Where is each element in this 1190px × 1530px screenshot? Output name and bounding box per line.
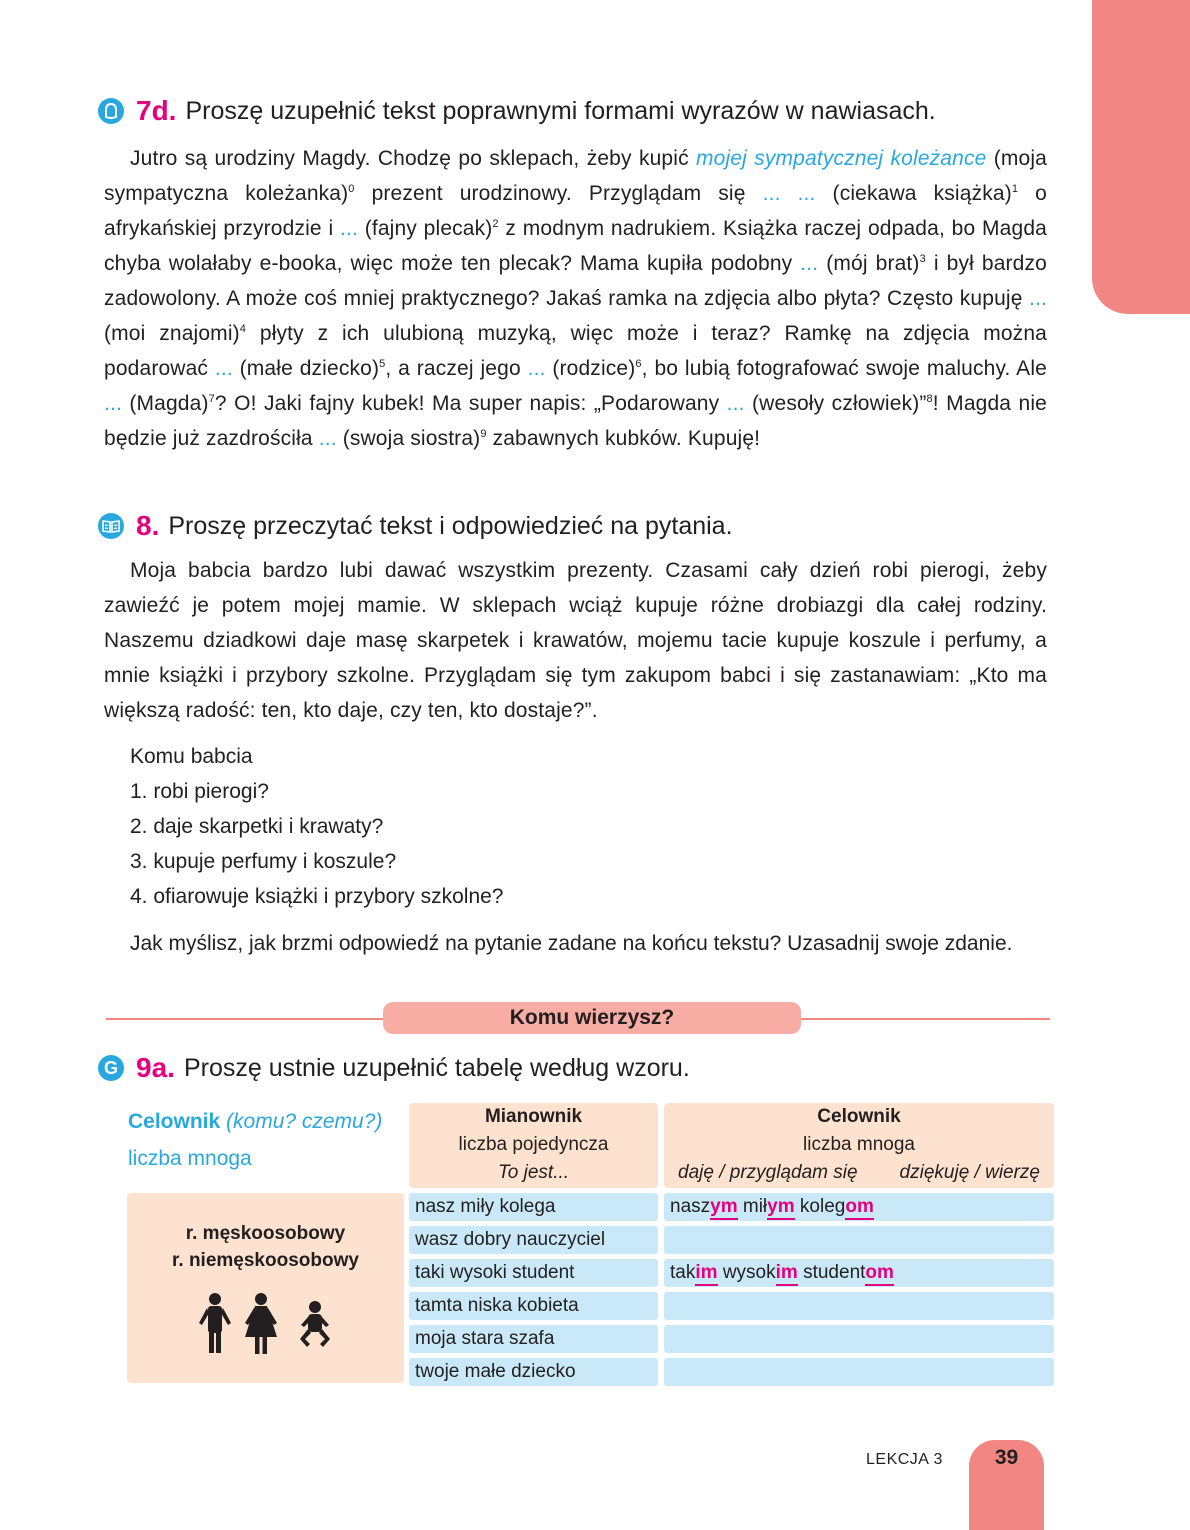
header-celownik: Celownik liczba mnoga daję / przyglądam się dziękuję / wierzę xyxy=(664,1103,1054,1188)
table-row-answer[interactable] xyxy=(664,1292,1054,1320)
table-row-answer[interactable] xyxy=(664,1226,1054,1254)
table-row-nominative: wasz dobry nauczyciel xyxy=(409,1226,658,1254)
exercise-7d-header xyxy=(98,95,936,127)
question-item: 3. kupuje perfumy i koszule? xyxy=(130,850,397,873)
gap: ... ... xyxy=(762,182,816,205)
exercise-7d-text: Jutro są urodziny Magdy. Chodzę po sklepach, żeby kupić mojej sympatycznej koleżance (moja sympatyczna koleżanka)$^0$ prezent urodzinowy. Przyglądam się ... ... (ciekawa książka)$^1$ o afrykańskiej przyrodzie i ... (fajny plecak)$^2$ z modnym nadrukiem. Książka raczej odpada, bo Magda chyba wolałaby e-booka, więc może ten plecak? Mama kupiła podobny ... (mój brat)$^3$ i był bardzo zadowolony. A może coś mniej praktycznego? Jakaś ramka na zdjęcia albo płyta? Często kupuję ... (moi znajomi)$^4$ płyty z ich ulubioną muzyką, więc może i teraz? Ramkę na zdjęcia można podarować ... (małe dziecko)$^5$, a raczej jego ... (rodzice)$^6$, bo lubią fotografować swoje maluchy. Ale ... (Magda)$^7$? O! Jaki fajny kubek! Ma super napis: „Podarowany ... (wesoły człowiek)”$^8$! Magda nie będzie już zazdrościła ... (swoja siostra)$^9$ zabawnych kubków. Kupuję! xyxy=(104,147,1048,450)
people-icon xyxy=(197,1293,337,1363)
speaking-icon xyxy=(98,98,124,124)
exercise-8-text: Moja babcia bardzo lubi dawać wszystkim prezenty. Czasami cały dzień robi pierogi, żeby zawieźć je potem mojej mamie. W sklepach wciąż kupuje różne drobiazgi dla całej rodziny. Naszemu dziadkowi daje masę skarpetek i krawatów, mojemu tacie kupuje koszule i perfumy, a mnie książki i przybory szkolne. Przyglądam się tym zakupom babci i się zastanawiam: „Kto ma większą radość: ten, kto daje, czy ten, kto dostaje?”. xyxy=(104,559,1047,722)
exercise-instruction: Proszę ustnie uzupełnić tabelę według wzoru. xyxy=(183,1053,690,1082)
gap: ... xyxy=(726,392,745,415)
final-question: Jak myślisz, jak brzmi odpowiedź na pytanie zadane na końcu tekstu? Uzasadnij swoje zdanie. xyxy=(130,932,1013,955)
case-label: Celownik (komu? czemu?) liczba mnoga xyxy=(128,1110,383,1170)
gap: ... xyxy=(340,217,358,240)
table-row-nominative: twoje małe dziecko xyxy=(409,1358,658,1386)
table-row-answer[interactable]: takim wysokim studentom xyxy=(664,1259,1054,1287)
gender-box: r. męskoosobowy r. niemęskoosobowy xyxy=(127,1193,404,1383)
gap: ... xyxy=(104,392,122,415)
table-row-answer[interactable] xyxy=(664,1325,1054,1353)
table-row-nominative: moja stara szafa xyxy=(409,1325,658,1353)
example-answer: mojej sympatycznej koleżance xyxy=(696,147,987,170)
page-number: 39 xyxy=(969,1440,1044,1530)
exercise-number: 7d. xyxy=(136,95,177,126)
exercise-8-header xyxy=(98,510,733,542)
table-row-nominative: tamta niska kobieta xyxy=(409,1292,658,1320)
grammar-icon: G xyxy=(98,1055,124,1081)
question-intro: Komu babcia xyxy=(130,745,253,768)
table-row-nominative: taki wysoki student xyxy=(409,1259,658,1287)
exercise-number: 9a. xyxy=(136,1052,175,1083)
table-row-nominative: nasz miły kolega xyxy=(409,1193,658,1221)
question-item: 1. robi pierogi? xyxy=(130,780,269,803)
exercise-instruction: Proszę uzupełnić tekst poprawnymi formami wyrazów w nawiasach. xyxy=(185,96,936,125)
book-icon xyxy=(98,513,124,539)
table-row-answer[interactable]: naszym miłym kolegom xyxy=(664,1193,1054,1221)
questions-list xyxy=(130,739,1012,961)
gap: ... xyxy=(800,252,819,275)
header-mianownik: Mianownik liczba pojedyncza To jest... xyxy=(409,1103,658,1188)
gap: ... xyxy=(318,427,337,450)
table-row-answer[interactable] xyxy=(664,1358,1054,1386)
gap: ... xyxy=(1029,287,1047,310)
page-edge-tab xyxy=(1092,0,1190,314)
exercise-number: 8. xyxy=(136,510,160,541)
lesson-label: LEKCJA 3 xyxy=(866,1451,943,1468)
question-item: 4. ofiarowuje książki i przybory szkolne? xyxy=(130,885,504,908)
section-title: Komu wierzysz? xyxy=(383,1002,801,1034)
section-divider xyxy=(106,1002,1050,1034)
question-item: 2. daje skarpetki i krawaty? xyxy=(130,815,384,838)
exercise-9a-header xyxy=(98,1052,690,1084)
exercise-instruction: Proszę przeczytać tekst i odpowiedzieć na pytania. xyxy=(168,511,733,540)
gap: ... xyxy=(527,357,546,380)
gap: ... xyxy=(214,357,233,380)
